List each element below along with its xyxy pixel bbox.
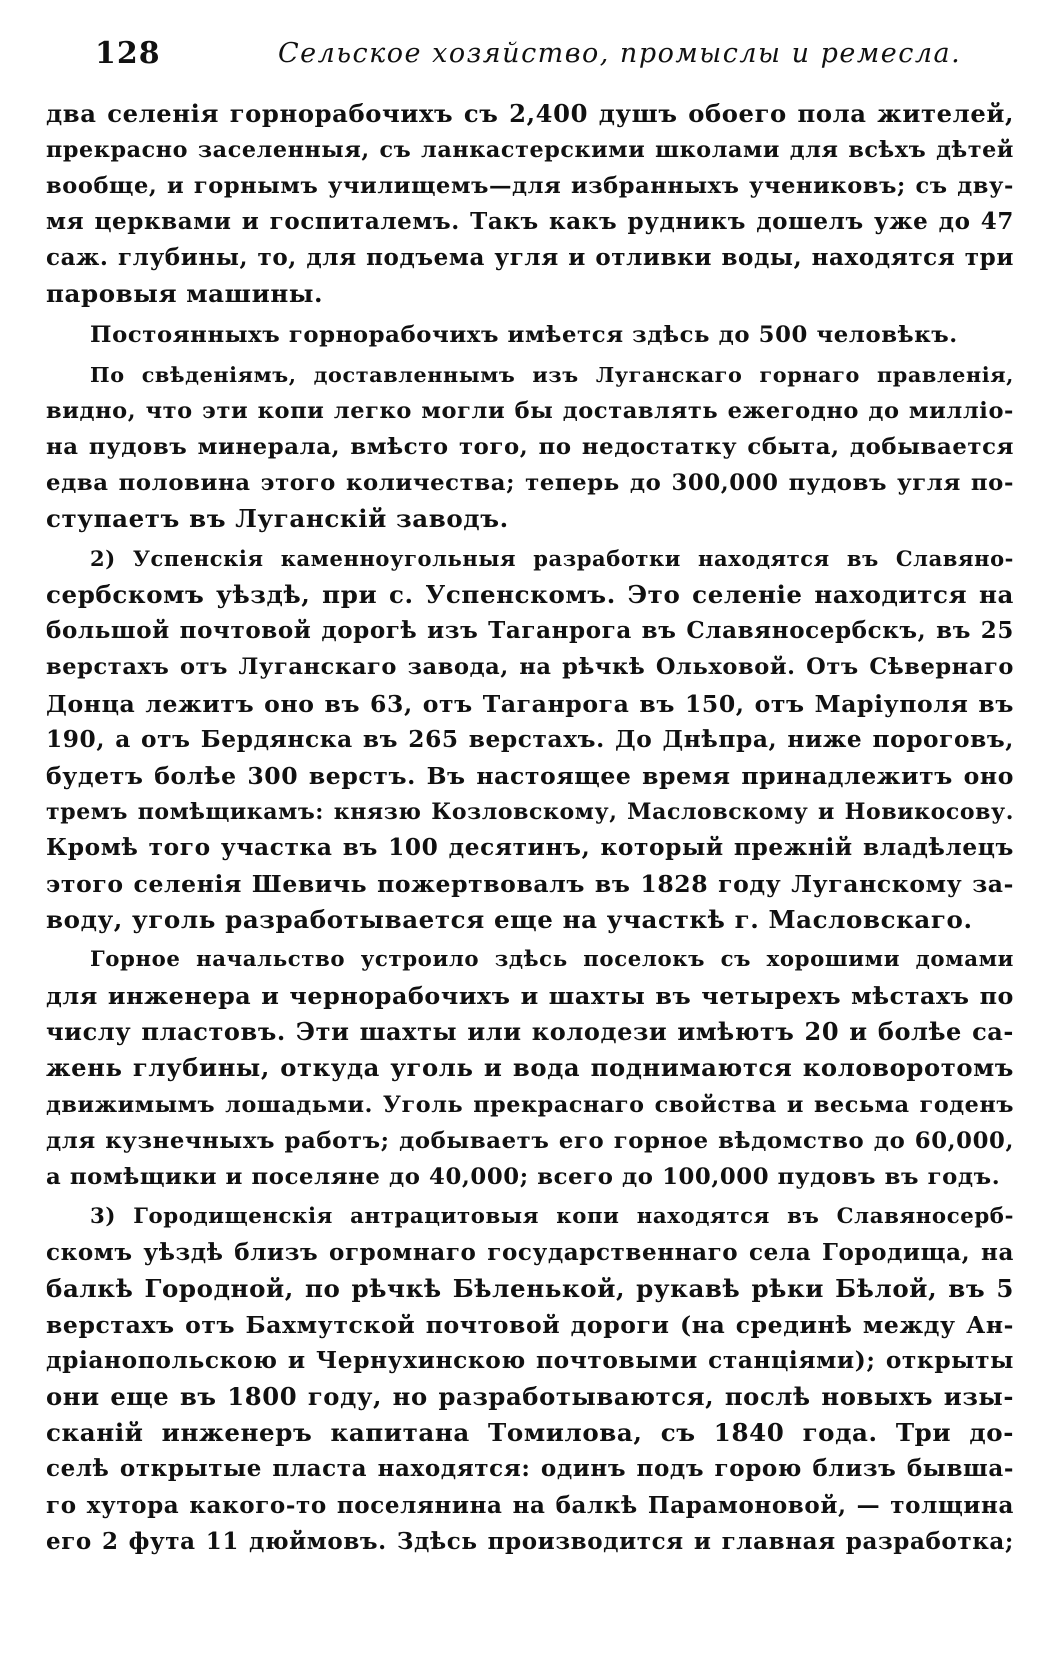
text-line: они еще въ 1800 году, но разработываются, послѣ новыхъ изы- <box>46 1382 1014 1412</box>
text-line: для инженера и чернорабочихъ и шахты въ четырехъ мѣстахъ по <box>46 982 1014 1011</box>
text-line: Донца лежитъ оно въ 63, отъ Таганрога въ 150, отъ Маріуполя въ <box>46 689 1014 718</box>
body-text <box>46 96 1014 1560</box>
text-line: прекрасно заселенныя, съ ланкастерскими школами для всѣхъ дѣтей <box>46 137 1014 164</box>
text-line: Горное начальство устроило здѣсь поселокъ съ хорошими домами <box>90 947 1014 973</box>
text-line: тремъ помѣщикамъ: князю Козловскому, Масловскому и Новикосову. <box>46 798 1014 825</box>
text-line: этого селенія Шевичь пожертвовалъ въ 1828 году Луганскому за- <box>46 869 1014 898</box>
text-line: будетъ болѣе 300 верстъ. Въ настоящее время принадлежитъ оно <box>46 761 1014 790</box>
text-line: Кромѣ того участка въ 100 десятинъ, который прежній владѣлецъ <box>46 833 1014 861</box>
page-number: 128 <box>95 36 161 71</box>
text-line: большой почтовой дорогѣ изъ Таганрога въ Славяносербскъ, въ 25 <box>46 617 1014 645</box>
text-line: паровыя машины. <box>46 279 324 309</box>
text-line: для кузнечныхъ работъ; добываетъ его горное вѣдомство до 60,000, <box>46 1127 1014 1154</box>
text-line: ступаетъ въ Луганскій заводъ. <box>46 504 509 534</box>
text-line: жень глубины, откуда уголь и вода поднимаются коловоротомъ <box>46 1053 1014 1083</box>
text-line: балкѣ Городной, по рѣчкѣ Бѣленькой, рукавѣ рѣки Бѣлой, въ 5 <box>46 1274 1014 1303</box>
text-line: По свѣденіямъ, доставленнымъ изъ Луганскаго горнаго правленія, <box>90 362 1014 387</box>
paragraph <box>46 357 1014 537</box>
text-line: его 2 фута 11 дюймовъ. Здѣсь производится и главная разработка; <box>46 1527 1014 1555</box>
text-line: движимымъ лошадьми. Уголь прекраснаго свойства и весьма годенъ <box>46 1091 1014 1118</box>
text-line: верстахъ отъ Луганскаго завода, на рѣчкѣ Ольховой. Отъ Сѣвернаго <box>46 654 1014 681</box>
text-line: видно, что эти копи легко могли бы доставлять ежегодно до милліо- <box>46 397 1014 424</box>
text-line: Постоянныхъ горнорабочихъ имѣется здѣсь до 500 человѣкъ. <box>90 321 958 348</box>
paragraph <box>46 942 1014 1195</box>
text-line: 190, а отъ Бердянска въ 265 верстахъ. До Днѣпра, ниже пороговъ, <box>46 725 1014 753</box>
text-line: саж. глубины, то, для подъема угля и отливки воды, находятся три <box>46 244 1014 272</box>
text-line: едва половина этого количества; теперь до 300,000 пудовъ угля по- <box>46 469 1014 496</box>
text-line: два селенія горнорабочихъ съ 2,400 душъ обоего пола жителей, <box>46 99 1014 128</box>
text-line: мя церквами и госпиталемъ. Такъ какъ рудникъ дошелъ уже до 47 <box>46 208 1014 236</box>
paragraph <box>46 96 1014 313</box>
text-line: верстахъ отъ Бахмутской почтовой дороги (на срединѣ между Ан- <box>46 1311 1014 1340</box>
paragraph <box>46 541 1014 938</box>
text-line: числу пластовъ. Эти шахты или колодези имѣютъ 20 и болѣе са- <box>46 1017 1014 1047</box>
text-line: 2) Успенскія каменноугольныя разработки находятся въ Славяно- <box>90 546 1014 572</box>
running-title: Сельское хозяйство, промыслы и ремесла. <box>278 38 962 69</box>
text-line: сербскомъ уѣздѣ, при с. Успенскомъ. Это селеніе находится на <box>46 580 1014 610</box>
text-line: на пудовъ минерала, вмѣсто того, по недостатку сбыта, добывается <box>46 433 1014 460</box>
text-line: воду, уголь разработывается еще на участкѣ г. Масловскаго. <box>46 905 973 935</box>
text-line: вообще, и горнымъ училищемъ—для избранныхъ учениковъ; съ дву- <box>46 173 1014 200</box>
text-line: скомъ уѣздѣ близъ огромнаго государственнаго села Городища, на <box>46 1238 1014 1266</box>
paragraph <box>46 1199 1014 1560</box>
text-line: 3) Городищенскія антрацитовыя копи находятся въ Славяносерб- <box>90 1203 1014 1229</box>
text-line: сканій инженеръ капитана Томилова, съ 1840 года. Три до- <box>46 1418 1014 1448</box>
text-line: а помѣщики и поселяне до 40,000; всего до 100,000 пудовъ въ годъ. <box>46 1163 1001 1190</box>
running-head <box>95 36 995 76</box>
text-line: го хутора какого-то поселянина на балкѣ Парамоновой, — толщина <box>46 1491 1014 1519</box>
paragraph <box>46 317 1014 353</box>
text-line: селѣ открытые пласта находятся: одинъ подъ горою близъ бывша- <box>46 1455 1014 1483</box>
text-line: дріанопольскою и Чернухинскою почтовыми станціями); открыты <box>46 1347 1014 1375</box>
